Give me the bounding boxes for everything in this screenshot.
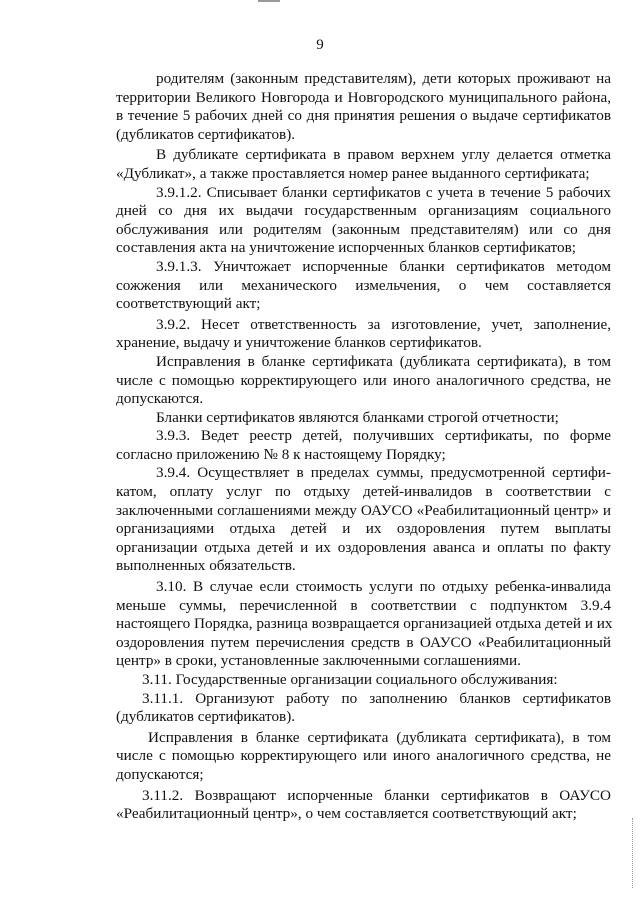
text-line: родителям (законным представителям), дети которых проживают на bbox=[156, 70, 611, 87]
text-line: «Реабилитационный центр», о чем составляется соответствующий акт; bbox=[116, 805, 577, 823]
text-line: (дубликатов сертификатов). bbox=[116, 125, 296, 143]
text-line: в течение 5 рабочих дней со дня принятия решения о выдаче сертификатов bbox=[116, 107, 611, 125]
text-line: Исправления в бланке сертификата (дубликата сертификата), в том bbox=[156, 352, 611, 370]
text-line: 3.9.2. Несет ответственность за изготовление, учет, заполнение, bbox=[156, 315, 611, 333]
text-line: дней со дня их выдачи государственным организациям социального bbox=[116, 202, 611, 220]
text-line: оздоровления путем перечисления средств в ОАУСО «Реабилитационный bbox=[116, 633, 611, 651]
text-line: выполненных обязательств. bbox=[116, 557, 296, 575]
text-line: хранение, выдачу и уничтожение бланков сертификатов. bbox=[116, 334, 482, 352]
text-line: (дубликатов сертификатов). bbox=[116, 708, 296, 726]
text-line: числе с помощью корректирующего или иного аналогичного средства, не bbox=[116, 371, 611, 389]
text-line: 3.11.2. Возвращают испорченные бланки сертификатов в ОАУСО bbox=[142, 786, 611, 804]
text-line: 3.9.1.2. Списывает бланки сертификатов с учета в течение 5 рабочих bbox=[156, 183, 611, 201]
text-line: организациями отдыха детей и их оздоровления путем выплаты bbox=[116, 520, 611, 538]
text-line: настоящего Порядка, разница возвращается организацией отдыха детей и их bbox=[116, 615, 613, 633]
text-line: допускаются. bbox=[116, 390, 204, 408]
text-line: меньше суммы, перечисленной в соответствии с подпунктом 3.9.4 bbox=[116, 596, 611, 614]
text-line: В дубликате сертификата в правом верхнем углу делается отметка bbox=[156, 146, 611, 164]
text-line: организации отдыха детей и их оздоровления аванса и оплаты по факту bbox=[116, 538, 611, 556]
text-line: сожжения или механического измельчения, о чем составляется bbox=[116, 276, 611, 294]
text-line: согласно приложению № 8 к настоящему Порядку; bbox=[116, 445, 446, 463]
page-number: 9 bbox=[316, 37, 324, 53]
text-line: 3.11. Государственные организации социального обслуживания: bbox=[142, 671, 558, 688]
text-line: 3.9.4. Осуществляет в пределах суммы, предусмотренной сертифи- bbox=[156, 464, 611, 482]
scan-artifact bbox=[632, 818, 634, 888]
text-line: обслуживания или родителям (законным представителям) или со дня bbox=[116, 220, 611, 238]
text-line: 3.9.1.3. Уничтожает испорченные бланки сертификатов методом bbox=[156, 257, 611, 275]
document-body bbox=[116, 70, 611, 824]
text-line: территории Великого Новгорода и Новгородского муниципального района, bbox=[116, 88, 611, 106]
text-line: составления акта на уничтожение испорченных бланков сертификатов; bbox=[116, 239, 576, 257]
text-line: соответствующий акт; bbox=[116, 295, 261, 313]
text-line: «Дубликат», а также проставляется номер ранее выданного сертификата; bbox=[116, 164, 590, 182]
text-line: 3.9.3. Ведет реестр детей, получивших сертификаты, по форме bbox=[156, 427, 611, 445]
text-line: 3.10. В случае если стоимость услуги по отдыху ребенка-инвалида bbox=[156, 578, 611, 596]
text-line: 3.11.1. Организуют работу по заполнению бланков сертификатов bbox=[142, 689, 611, 707]
text-line: Бланки сертификатов являются бланками строгой отчетности; bbox=[156, 408, 559, 426]
scan-artifact bbox=[258, 0, 280, 2]
text-line: числе с помощью корректирующего или иного аналогичного средства, не bbox=[116, 747, 611, 765]
text-line: допускаются; bbox=[116, 765, 204, 783]
text-line: катом, оплату услуг по отдыху детей-инвалидов в соответствии с bbox=[116, 483, 611, 501]
text-line: центр» в сроки, установленные заключенными соглашениями. bbox=[116, 652, 521, 670]
text-line: Исправления в бланке сертификата (дубликата сертификата), в том bbox=[148, 728, 611, 746]
text-line: заключенными соглашениями между ОАУСО «Реабилитационный центр» и bbox=[116, 501, 611, 519]
